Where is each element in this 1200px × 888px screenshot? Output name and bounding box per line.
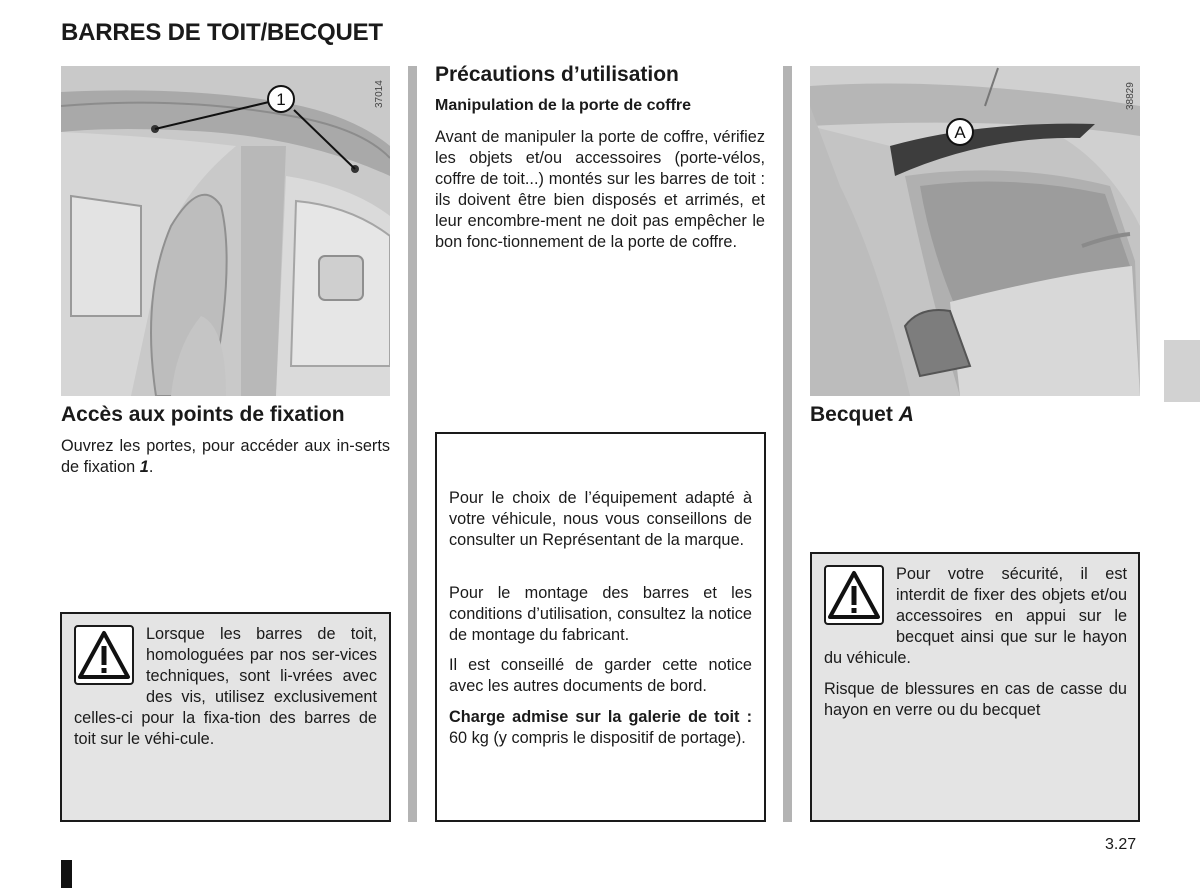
spoiler-ref-a: A	[898, 403, 914, 426]
warning-spoiler-risk: Risque de blessures en cas de casse du hayon en verre ou du becquet	[824, 680, 1127, 719]
warning-icon	[824, 565, 884, 625]
note-mounting: Pour le montage des barres et les conditions d’utilisation, consultez la notice de montage du fabricant.	[449, 584, 752, 644]
warning-spoiler-text: Pour votre sécurité, il est interdit de fixer des objets et/ou accessoires en appui sur le becquet ainsi que sur le hayon du véhicule.	[824, 565, 1127, 667]
max-load-value: 60 kg (y compris le dispositif de portage).	[449, 729, 746, 747]
heading-fixation-points: Accès aux points de fixation	[61, 403, 345, 426]
page-title: BARRES DE TOIT/BECQUET	[61, 19, 383, 46]
car-interior-illustration	[61, 66, 390, 396]
heading-precautions: Précautions d’utilisation	[435, 63, 679, 86]
chapter-tab-marker	[1164, 340, 1200, 402]
warning-roof-bars-text: Lorsque les barres de toit, homologuées par nos ser-vices techniques, sont li-vrées avec des vis, utilisez exclusivement celles-ci pour la fixa-tion des barres de toit sur le véhi-cule.	[74, 625, 377, 748]
page-edge-mark	[61, 860, 72, 888]
figure-ref-code-2: 38829	[1125, 82, 1136, 110]
warning-box-spoiler	[810, 552, 1140, 822]
heading-spoiler-text: Becquet	[810, 403, 899, 426]
body-tailgate: Avant de manipuler la porte de coffre, vérifiez les objets et/ou accessoires (porte-vélos, coffre de toit...) montés sur les barres de toit : ils doivent être bien disposés et arrimés, et leur encombre-ment ne doit pas empêcher le bon fonc-tionnement de la porte de coffre.	[435, 128, 765, 251]
column-divider-right	[783, 66, 792, 822]
column-divider-left	[408, 66, 417, 822]
warning-roof-bars	[74, 624, 377, 750]
callout-a: A	[954, 123, 966, 142]
figure-ref-code-1: 37014	[374, 80, 385, 108]
page-number: 3.27	[1105, 836, 1137, 853]
note-max-load	[449, 707, 752, 749]
subheading-tailgate: Manipulation de la porte de coffre	[435, 97, 692, 114]
body-fixation-end: .	[148, 458, 154, 476]
max-load-label: Charge admise sur la galerie de toit :	[449, 708, 752, 726]
callout-1: 1	[276, 90, 286, 109]
heading-spoiler	[810, 403, 914, 427]
figure-rear-spoiler	[810, 66, 1140, 396]
insert-ref-1: 1	[139, 458, 149, 476]
body-fixation-text: Ouvrez les portes, pour accéder aux in-serts de fixation	[61, 437, 390, 476]
body-fixation-points	[61, 436, 390, 478]
warning-icon	[74, 625, 134, 685]
car-rear-illustration	[810, 66, 1140, 396]
note-box-equipment	[435, 432, 766, 822]
figure-roof-fixation-points	[61, 66, 390, 396]
warning-box-roof-bars	[60, 612, 391, 822]
note-equipment-choice: Pour le choix de l’équipement adapté à votre véhicule, nous vous conseillons de consulter un Représentant de la marque.	[449, 489, 752, 549]
warning-spoiler	[824, 564, 1127, 669]
note-keep-notice: Il est conseillé de garder cette notice avec les autres documents de bord.	[449, 656, 752, 695]
